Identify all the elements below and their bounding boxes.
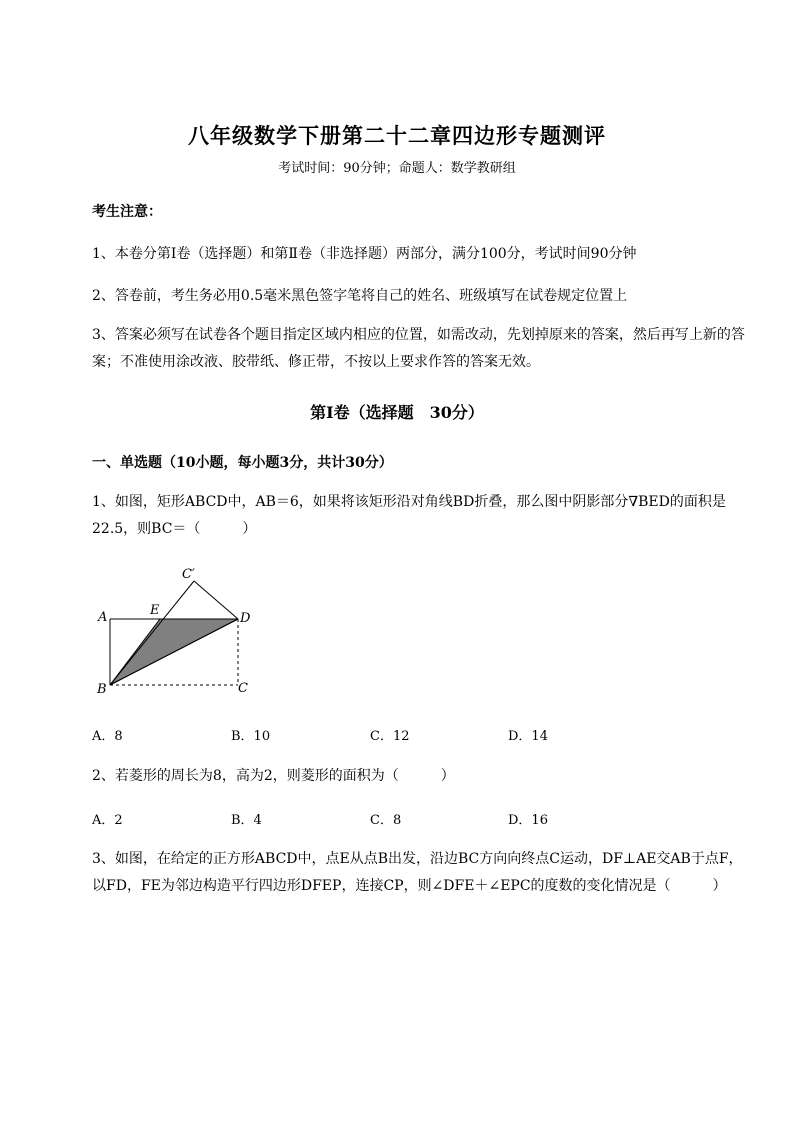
label-b: B — [97, 682, 107, 695]
question-2-stem: 2、若菱形的周长为8，高为2，则菱形的面积为（ ） — [92, 768, 455, 784]
edge-c-prime-d — [194, 581, 238, 619]
q2-option-d: D．16 — [508, 813, 548, 828]
notice-item-2: 2、答卷前，考生务必用0.5毫米黑色签字笔将自己的姓名、班级填写在试卷规定位置上 — [92, 288, 628, 304]
notice-heading: 考生注意： — [92, 204, 162, 220]
label-c: C — [238, 681, 248, 695]
part-heading: 一、单选题（10小题，每小题3分，共计30分） — [92, 455, 393, 471]
q1-option-b: B．10 — [231, 729, 271, 744]
q1-option-c: C．12 — [370, 729, 410, 744]
label-d: D — [240, 611, 251, 626]
label-c-prime: C′ — [182, 567, 195, 582]
q1-option-a: A．8 — [92, 729, 123, 744]
notice-item-1: 1、本卷分第I卷（选择题）和第Ⅱ卷（非选择题）两部分，满分100分，考试时间90分钟 — [92, 246, 637, 262]
question-3-stem: 3、如图，在给定的正方形ABCD中，点E从点B出发，沿边BC方向向终点C运动，DF⊥AE交AB于点F，以FD，FE为邻边构造平行四边形DFEP，连接CP，则∠DFE＋∠EPC的度数的变化情况是（ ） — [92, 851, 743, 894]
exam-info: 考试时间：90分钟；命题人：数学教研组 — [278, 161, 516, 176]
label-e: E — [150, 603, 160, 618]
q2-option-c: C．8 — [370, 813, 402, 828]
question-1-stem: 1、如图，矩形ABCD中，AB＝6，如果将该矩形沿对角线BD折叠，那么图中阴影部分∇BED的面积是22.5，则BC＝（ ） — [92, 494, 726, 537]
notice-item-3: 3、答案必须写在试卷各个题目指定区域内相应的位置，如需改动，先划掉原来的答案，然后再写上新的答案；不准使用涂改液、胶带纸、修正带，不按以上要求作答的答案无效。 — [92, 327, 745, 370]
section-title: 第I卷（选择题 30分） — [310, 403, 484, 422]
q1-option-d: D．14 — [508, 729, 548, 744]
q2-option-a: A．2 — [92, 813, 123, 828]
page-title: 八年级数学下册第二十二章四边形专题测评 — [188, 123, 606, 148]
q2-option-b: B．4 — [231, 813, 262, 828]
label-a: A — [98, 610, 108, 625]
question-1-figure — [90, 560, 270, 695]
